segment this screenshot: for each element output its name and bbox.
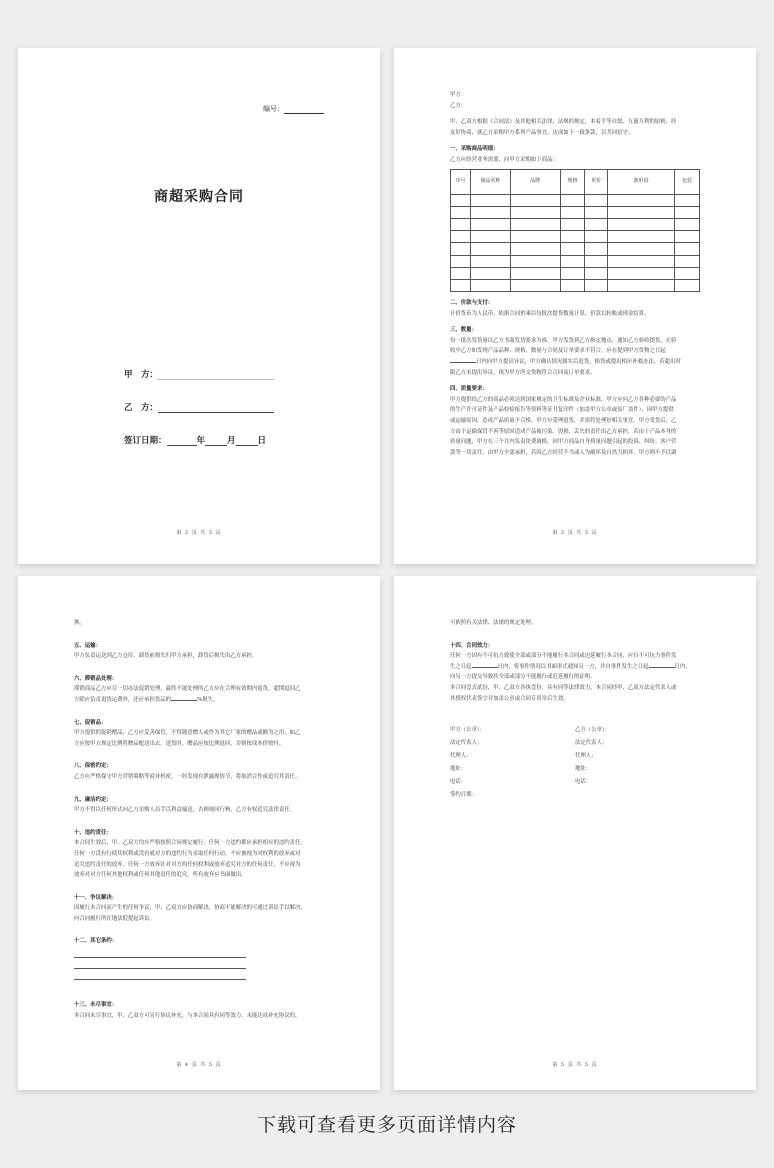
page-number: 第 3 页 共 5 页 [552,530,598,536]
day-label: 日 [257,436,267,446]
spacer [74,980,324,994]
table-cell [451,267,471,279]
table-row [451,279,700,291]
text-line: 的生产许可证件及产品检验报告等资料等证书复印件（加盖甲方公章或原厂盖件），因甲方提供 [450,407,674,414]
text-line: 其授权代表签字并加盖公章或合同专用章后生效。 [450,695,569,702]
blank-field [450,357,476,363]
text-line: 放弃对对方任何其他权利或任何其他责任的追究。所有放弃应书面做出。 [74,872,247,879]
year-blank [167,437,197,446]
table-cell [585,279,607,291]
text-line: 甲方： [450,92,467,98]
table-cell [510,194,560,206]
table-cell [675,206,700,218]
table-cell [607,206,674,218]
spacer [74,749,324,755]
table-cell [510,231,560,243]
table-cell [560,231,585,243]
text-line: 甲方提供给乙方的商品必须达到国家规定的卫生标准及企业标准，甲方应向乙方各种必要的产品 [450,396,677,403]
text-line: 计价货币为人民币，依据合同价乘以每批次提货数量计算。价款以转账或现金结算。 [450,310,650,317]
table-cell [675,231,700,243]
text-line: 滞销商品乙方应尽一切办法促销处理，最终不能处理的乙方应在合理有效期内退货，超期退回乙 [74,686,301,693]
table-cell [451,218,471,230]
text-line: 任何一方因有不可抗力致使全部或部分不能履行本合同或迟延履行本合同，应自不可抗力事件发 [450,653,677,660]
page-number: 第 4 页 共 5 页 [176,1062,222,1068]
table-cell [675,218,700,230]
text-span: 日内， [674,663,691,670]
contract-page-5 [394,576,756,1090]
text-line: 乙方： [450,102,467,109]
spacer [74,662,324,668]
blank-field [472,662,498,668]
table-cell [560,194,585,206]
section-title: 二、价款与支付： [450,300,494,307]
table-cell [470,255,510,267]
table-header: 商品名称 [470,169,510,194]
table-cell [560,243,585,255]
table-cell [510,218,560,230]
table-cell [585,243,607,255]
signature-field: 电话： [450,779,467,786]
signature-field: 代理人： [450,753,472,760]
signature-field: 法定代表人： [450,740,483,747]
cover-page [18,48,380,564]
text-line [74,695,324,706]
text-line: 甲、乙双方根据《合同法》及其他相关法律、法规的规定，本着平等自愿、互惠互利的原则，经 [450,119,677,126]
text-line: 任何一方没有行使其权利或没有就对方的违约行为采取任何行动，不应被视为对权利的放弃或对 [74,850,301,857]
page-number: 第 5 页 共 5 页 [552,1062,598,1068]
table-cell [451,194,471,206]
section-title: 一、采购商品明细： [450,146,499,153]
blank-field [171,695,197,701]
table-cell [451,279,471,291]
table-header: 品牌 [510,169,560,194]
signature-party-a [450,724,575,802]
text-line: 乙方应经营业务需要，向甲方采购如下商品： [450,156,558,163]
table-cell [607,267,674,279]
text-line: 甲方负责运送到乙方仓库，卸货前损失归甲方承担，卸货后损失由乙方承担。 [74,653,258,660]
signature-field: 法定代表人： [575,740,608,747]
table-cell [451,206,471,218]
table-cell [470,243,510,255]
serial-label: 编号： [263,105,284,113]
table-cell [585,267,607,279]
text-line: 本合同壹式贰份，甲、乙双方各执壹份，具有同等法律效力，本合同经甲、乙双方法定代表人或 [450,684,677,691]
text-line: 友好协商，就乙方采购甲方系列产品事宜，达成如下一致条款，以共同信守。 [450,129,634,136]
party-a-blank [158,371,274,380]
table-cell [560,279,585,291]
month-blank [205,437,227,446]
table-cell [470,279,510,291]
party-b-label: 乙 方： [124,403,159,413]
text-line [450,357,700,368]
table-cell [675,267,700,279]
table-cell [675,243,700,255]
text-line: 乙方应严格保守甲方营销策略等商业机密，一经发现有泄露现情节，将取消合作或追究其责任。 [74,773,301,780]
blank-line [74,949,246,958]
table-body [451,194,700,292]
table-cell [607,243,674,255]
table-header: 条形码 [607,169,674,194]
section-title: 三、数量： [450,327,477,334]
text-line: 限乙方未提出异议，视为甲方所交货物符合合同及订单要求。 [450,369,596,376]
signature-field: 地址： [575,766,592,773]
table-row [451,194,700,206]
text-line: 向合同履行所在地法院提起诉讼。 [74,915,155,922]
text-line: 本合同生效后，甲、乙双方均应严格按照合同规定履行，任何一方违约都应承担相应的违约责任。 [74,840,306,847]
text-line: 甲方提供的促销赠品，乙方应妥善保管，不得随意赠人或作为其它厂家的赠品或额为之用；如乙 [74,730,301,737]
table-cell [510,279,560,291]
table-cell [451,243,471,255]
table-cell [560,267,585,279]
text-line: 追究违约责任的放弃。任何一方放弃针对对方的任何权利或放弃追究对方的任何责任，不应视为 [74,861,301,868]
table-cell [585,218,607,230]
day-blank [236,437,258,446]
text-line: 收中乙方如发现产品品种、规格、数量与合同及订单要求不符合，应在提到甲方货物之日起 [450,348,666,355]
section-title: 十四、合同效力： [450,642,494,649]
text-line: 或运输原因，造成产品质量不合格，甲方应受理退货，并需将处理好相关事宜。甲方受货后，乙 [450,418,677,424]
text-line: 换。 [74,620,85,626]
party-b-blank [158,404,274,413]
text-line: 方由于运输保管不善等原因造成产品被污染、毁损、丢失的责任由乙方承担。若由于产品本身的 [450,428,677,435]
blank-line [74,960,246,969]
page-content [450,90,700,458]
text-line: 因履行本合同而产生的任何争议，甲、乙双方应协商解决，协商不能解决的可通过诉讼手以解决， [74,905,306,912]
page-content [450,618,700,802]
table-cell [470,267,510,279]
section-title: 十二、其它条约： [74,938,118,945]
spacer [74,629,324,635]
table-header: 包装 [675,169,700,194]
month-label: 月 [227,436,236,446]
table-cell [510,206,560,218]
table-cell [607,279,674,291]
signature-field: 地址： [450,766,467,773]
download-caption[interactable]: 下载可查看更多页面详情内容 [256,1114,517,1136]
blank-field [649,662,675,668]
sign-date-label: 签订日期： [124,436,167,446]
table-cell [607,255,674,267]
table-cell [675,279,700,291]
table-cell [510,243,560,255]
serial-number [263,104,324,114]
table-cell [585,194,607,206]
text-line: 质量问题，甲方在三个月内负责免费调换，因甲方商品自身质量问题引起的投诉、纠纷、客户营 [450,439,677,446]
text-line: 可依照有关法律、法规的规定处理。 [450,620,537,626]
table-row [451,218,700,230]
text-line: 方应按甲方规定比例将赠品配送出去，退货时，赠品应按比例退回，否则按成本价赔付。 [74,740,285,747]
section-title: 十、违约责任： [74,829,112,836]
table-header: 规格 [560,169,585,194]
signature-field: 甲方（公章）： [450,727,486,734]
section-title: 六、滞销品处理： [74,675,118,682]
section-title: 八、保密约定： [74,763,112,770]
section-title: 九、廉洁约定： [74,796,112,803]
table-cell [560,255,585,267]
spacer [74,924,324,930]
blank-line [74,971,246,980]
section-title: 四、质量要求： [450,386,488,393]
year-label: 年 [196,436,206,446]
section-title: 五、运输： [74,642,101,649]
spacer [74,816,324,822]
table-row [451,255,700,267]
table-cell [451,255,471,267]
section-title: 十三、未尽事宜： [74,1002,118,1009]
signature-field: 签约日期： [450,792,477,799]
table-cell [585,255,607,267]
page-number: 第 2 页 共 5 页 [176,530,222,536]
spacer [74,881,324,887]
table-cell [510,267,560,279]
table-row [451,231,700,243]
spacer [450,629,700,635]
table-cell [675,255,700,267]
party-a-label: 甲 方： [124,370,159,380]
text-span: 日内，将事件情况以书面形式通知另一方，并自事件发生之日起 [497,663,649,670]
product-table [450,169,700,293]
text-line [450,662,700,673]
table-cell [585,231,607,243]
table-cell [560,218,585,230]
table-cell [560,206,585,218]
party-b-row [124,401,274,413]
signature-field: 电话： [575,779,592,786]
table-row [451,267,700,279]
signature-party-b [575,724,700,802]
text-line: 向另一方提交导致其全部或部分不能履行或迟延履行的证明。 [450,674,596,681]
table-cell [470,194,510,206]
blank-lines [74,949,324,980]
document-title: 商超采购合同 [154,189,244,205]
table-header: 单价 [585,169,607,194]
table-cell [585,206,607,218]
section-title: 七、促销品： [74,719,107,726]
table-cell [451,231,471,243]
signature-field: 乙方（公章）： [575,727,611,734]
contract-page-4 [18,576,380,1090]
table-row [451,206,700,218]
text-line: 本合同未尽事宜，甲、乙双方可另行协议补充，与本合同具有同等效力。未能达成补充协议的， [74,1012,301,1019]
table-cell [470,206,510,218]
spacer [74,706,324,712]
table-cell [510,255,560,267]
table-cell [470,218,510,230]
text-line: 款等一切责任，由甲方全部承担，若因乙方经营不当或人为破坏及自然力损坏，甲方则不予以调 [450,449,677,456]
section-title: 十一、争议解决： [74,894,118,901]
serial-blank [284,106,324,114]
table-header: 序号 [451,169,471,194]
text-span: 方除应负责退货运费外，还应承担货品的 [74,696,172,703]
table-cell [675,194,700,206]
text-span: 生之日起 [450,663,472,670]
contract-page-3 [394,48,756,564]
text-span: 日内向甲方提出异议，甲方确认情况属实后退货，换货或提出相应补救办法。若超出时 [476,359,681,366]
text-span: %损失。 [197,696,219,703]
table-cell [607,218,674,230]
page-content [74,618,324,1021]
table-row [451,243,700,255]
text-line: 甲方不得以任何形式向乙方采购人员手以利益输送，否则视同行贿，乙方有权追究法律责任。 [74,807,296,814]
table-cell [607,194,674,206]
text-line: 每一批次发货量以乙方书面发货要求为准。甲方发货到乙方指定地点，通知乙方验收提货，在验 [450,337,677,344]
signature-block [450,724,700,802]
party-a-row [124,368,274,380]
table-header-row [451,169,700,194]
table-cell [607,231,674,243]
signature-field: 代理人： [575,753,597,760]
sign-date-row [124,434,266,446]
spacer [450,704,700,716]
table-cell [470,231,510,243]
spacer [74,783,324,789]
